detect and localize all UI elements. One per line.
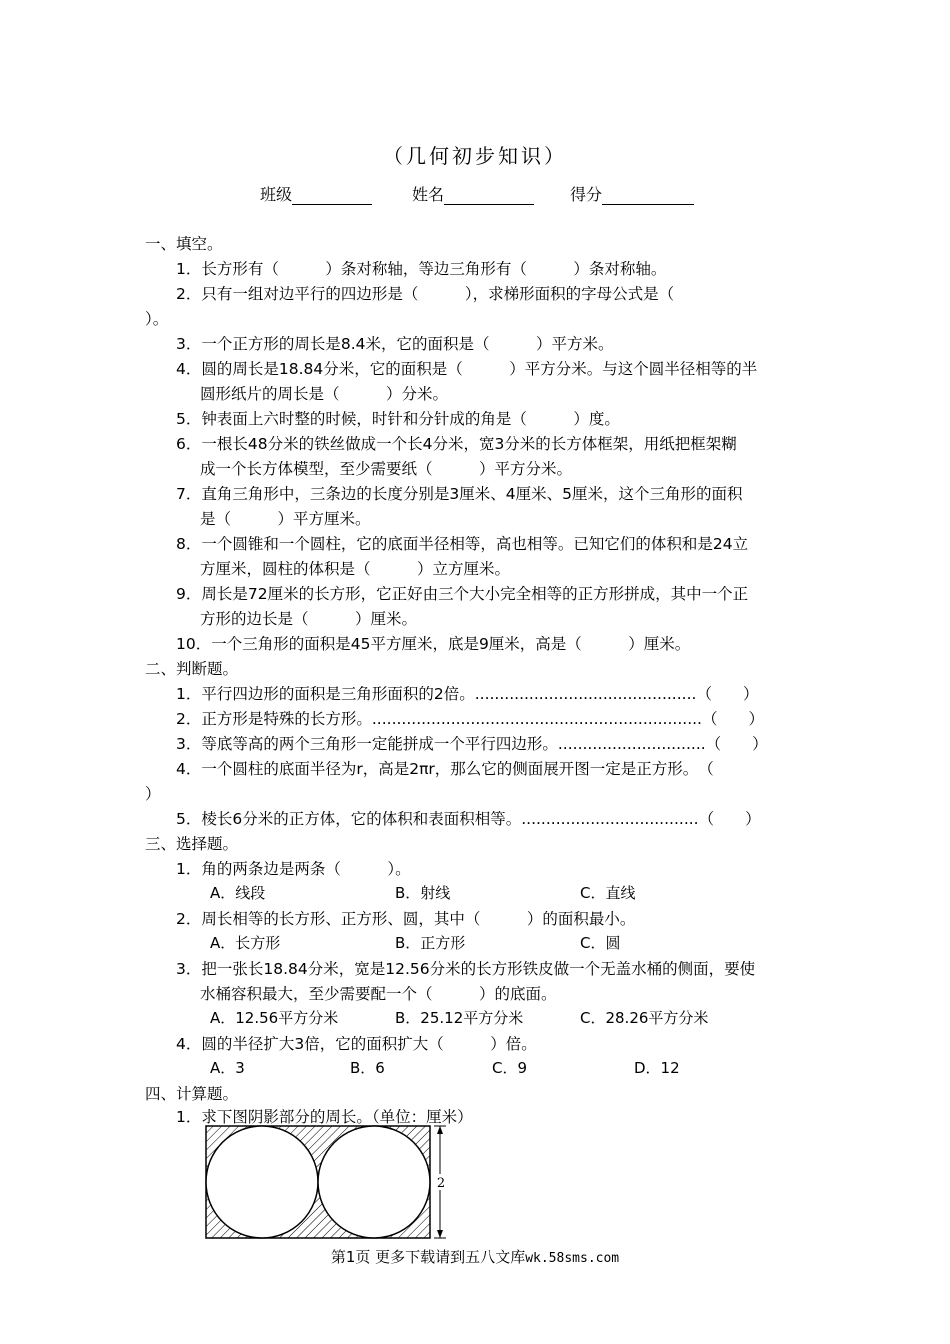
s3-q2-option-c[interactable]: C．圆 [580,934,621,952]
s2-question-5: 5．棱长6分米的正方体，它的体积和表面积相等。....................................（ ） [176,810,761,828]
score-field [570,182,694,205]
footer-site-link[interactable]: wk.58sms.com [525,1251,620,1266]
s2-question-2: 2．正方形是特殊的长方形。...................................................................（ ） [176,710,764,728]
s3-q3-option-c[interactable]: C．28.26平方分米 [580,1009,709,1027]
s1-question-4: 4．圆的周长是18.84分米，它的面积是（ ）平方分米。与这个圆半径相等的半 [176,360,758,378]
s1-question-9-cont: 方形的边长是（ ）厘米。 [200,610,418,628]
right-circle [318,1126,430,1238]
score-blank[interactable] [602,188,694,205]
s3-q1-option-c[interactable]: C．直线 [580,884,636,902]
s1-question-6-cont: 成一个长方体模型，至少需要纸（ ）平方分米。 [200,460,573,478]
class-blank[interactable] [292,188,372,205]
s3-question-1: 1．角的两条边是两条（ ）。 [176,860,411,878]
s1-question-7: 7．直角三角形中，三条边的长度分别是3厘米、4厘米、5厘米，这个三角形的面积 [176,485,743,503]
page-title: （几何初步知识） [383,144,567,168]
s1-question-2: 2．只有一组对边平行的四边形是（ ），求梯形面积的字母公式是（ [176,285,675,303]
s1-question-1: 1．长方形有（ ）条对称轴，等边三角形有（ ）条对称轴。 [176,260,667,278]
s3-question-3: 3．把一张长18.84分米，宽是12.56分米的长方形铁皮做一个无盖水桶的侧面，要使 [176,960,756,978]
dimension-arrow-bottom [437,1230,443,1238]
s1-question-3: 3．一个正方形的周长是8.4米，它的面积是（ ）平方米。 [176,335,614,353]
s3-question-4: 4．圆的半径扩大3倍，它的面积扩大（ ）倍。 [176,1035,537,1053]
name-label: 姓名 [412,185,445,204]
score-label: 得分 [570,185,603,204]
s3-q1-option-b[interactable]: B．射线 [395,884,451,902]
s4-question-1: 1．求下图阴影部分的周长。（单位：厘米） [176,1108,473,1126]
s3-question-3-cont: 水桶容积最大，至少需要配一个（ ）的底面。 [200,985,557,1003]
left-circle [206,1126,318,1238]
s1-question-2-cont: ）。 [145,310,169,328]
footer-text: 第1页 更多下载请到五八文库 [330,1248,526,1266]
section-1-heading: 一、填空。 [145,235,223,253]
s1-question-10: 10．一个三角形的面积是45平方厘米，底是9厘米，高是（ ）厘米。 [176,635,691,653]
class-label: 班级 [260,185,293,204]
s3-q4-option-c[interactable]: C．9 [492,1059,528,1077]
s1-question-7-cont: 是（ ）平方厘米。 [200,510,371,528]
s3-q1-option-a[interactable]: A．线段 [210,884,266,902]
shaded-circles-figure [200,1122,460,1242]
section-4-heading: 四、计算题。 [145,1085,239,1103]
s2-question-4-cont: ） [145,785,161,803]
page-footer [0,1246,950,1267]
s3-q2-option-a[interactable]: A．长方形 [210,934,281,952]
section-3-heading: 三、选择题。 [145,835,239,853]
s3-question-2: 2．周长相等的长方形、正方形、圆，其中（ ）的面积最小。 [176,910,636,928]
s3-q3-option-a[interactable]: A．12.56平方分米 [210,1009,339,1027]
dimension-label: 2 [436,1176,446,1191]
s3-q4-option-b[interactable]: B．6 [350,1059,385,1077]
s1-question-6: 6．一根长48分米的铁丝做成一个长4分米，宽3分米的长方体框架，用纸把框架糊 [176,435,737,453]
s1-question-9: 9．周长是72厘米的长方形，它正好由三个大小完全相等的正方形拼成，其中一个正 [176,585,749,603]
s3-q4-option-a[interactable]: A．3 [210,1059,245,1077]
class-field [260,182,372,205]
s3-q4-option-d[interactable]: D．12 [634,1059,680,1077]
s2-question-4: 4．一个圆柱的底面半径为r，高是2πr，那么它的侧面展开图一定是正方形。 （ [176,760,714,778]
name-field [412,182,534,205]
s2-question-3: 3．等底等高的两个三角形一定能拼成一个平行四边形。..............................（ ） [176,735,768,753]
s2-question-1: 1．平行四边形的面积是三角形面积的2倍。.............................................（ ） [176,685,759,703]
dimension-arrow-top [437,1126,443,1134]
s3-q2-option-b[interactable]: B．正方形 [395,934,466,952]
s1-question-4-cont: 圆形纸片的周长是（ ）分米。 [200,385,449,403]
section-2-heading: 二、判断题。 [145,660,239,678]
s3-q3-option-b[interactable]: B．25.12平方分米 [395,1009,524,1027]
name-blank[interactable] [444,188,534,205]
s1-question-8: 8．一个圆锥和一个圆柱，它的底面半径相等，高也相等。已知它们的体积和是24立 [176,535,749,553]
s1-question-8-cont: 方厘米，圆柱的体积是（ ）立方厘米。 [200,560,511,578]
s1-question-5: 5．钟表面上六时整的时候，时针和分针成的角是（ ）度。 [176,410,620,428]
